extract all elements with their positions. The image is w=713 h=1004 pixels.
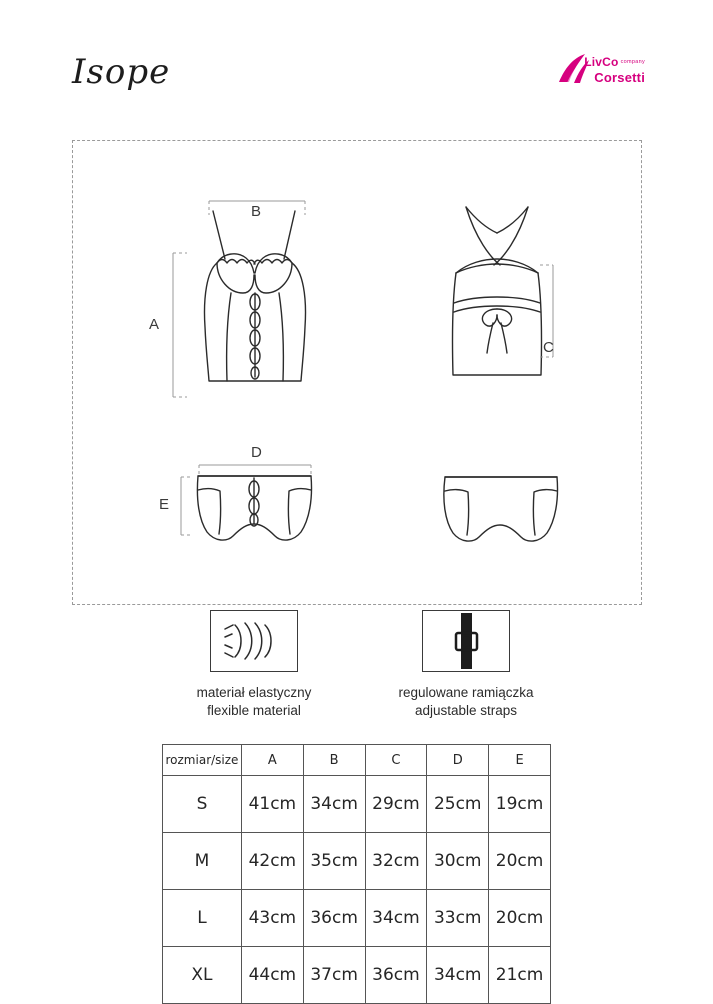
cell-c: 32cm: [365, 833, 427, 890]
dimension-label-e: E: [159, 496, 170, 513]
brand-name-primary: LivCo: [584, 55, 619, 69]
cell-a: 43cm: [241, 890, 303, 947]
brand-name-secondary: Corsetti: [594, 69, 645, 85]
table-header-e: E: [489, 745, 551, 776]
camisole-front-illustration: [183, 201, 328, 416]
table-row: [163, 776, 551, 833]
cell-size: XL: [163, 947, 242, 1004]
cell-b: 35cm: [303, 833, 365, 890]
feature-caption-en: flexible material: [207, 703, 301, 719]
cell-e: 21cm: [489, 947, 551, 1004]
cell-d: 34cm: [427, 947, 489, 1004]
cell-d: 33cm: [427, 890, 489, 947]
feature-caption-pl: regulowane ramiączka: [398, 685, 534, 700]
dimension-label-c: C: [543, 339, 554, 356]
illustration-panel: [72, 140, 642, 605]
dimension-d-bracket: [197, 463, 313, 479]
cell-b: 34cm: [303, 776, 365, 833]
cell-c: 34cm: [365, 890, 427, 947]
cell-b: 37cm: [303, 947, 365, 1004]
panty-back-illustration: [433, 469, 573, 561]
cell-c: 36cm: [365, 947, 427, 1004]
feature-caption-en: adjustable straps: [414, 703, 518, 719]
size-table: [162, 744, 551, 1004]
cell-e: 20cm: [489, 890, 551, 947]
dimension-label-d: D: [251, 444, 262, 461]
table-row: [163, 947, 551, 1004]
elastic-waves-icon: [210, 610, 298, 672]
adjustable-strap-icon: [422, 610, 510, 672]
cell-b: 36cm: [303, 890, 365, 947]
cell-size: M: [163, 833, 242, 890]
cell-a: 41cm: [241, 776, 303, 833]
cell-a: 42cm: [241, 833, 303, 890]
table-row: [163, 890, 551, 947]
brand-logo: [555, 50, 645, 90]
feature-flexible-material: [152, 610, 356, 720]
feature-caption-pl: materiał elastyczny: [196, 685, 312, 700]
cell-e: 19cm: [489, 776, 551, 833]
table-header-row: [163, 745, 551, 776]
table-header-size: rozmiar/size: [163, 745, 242, 776]
dimension-e-bracket: [179, 475, 195, 537]
table-header-c: C: [365, 745, 427, 776]
cell-d: 25cm: [427, 776, 489, 833]
cell-c: 29cm: [365, 776, 427, 833]
dimension-label-b: B: [251, 203, 262, 220]
table-header-b: B: [303, 745, 365, 776]
brand-name-sub: company: [620, 59, 645, 65]
table-header-a: A: [241, 745, 303, 776]
cell-d: 30cm: [427, 833, 489, 890]
cell-a: 44cm: [241, 947, 303, 1004]
cell-size: S: [163, 776, 242, 833]
table-header-d: D: [427, 745, 489, 776]
page-title: Isope: [72, 52, 171, 92]
cell-size: L: [163, 890, 242, 947]
feature-adjustable-straps: [360, 610, 572, 720]
panty-front-illustration: [183, 466, 328, 561]
table-row: [163, 833, 551, 890]
dimension-a-bracket: [171, 251, 189, 399]
dimension-label-a: A: [149, 316, 160, 333]
cell-e: 20cm: [489, 833, 551, 890]
